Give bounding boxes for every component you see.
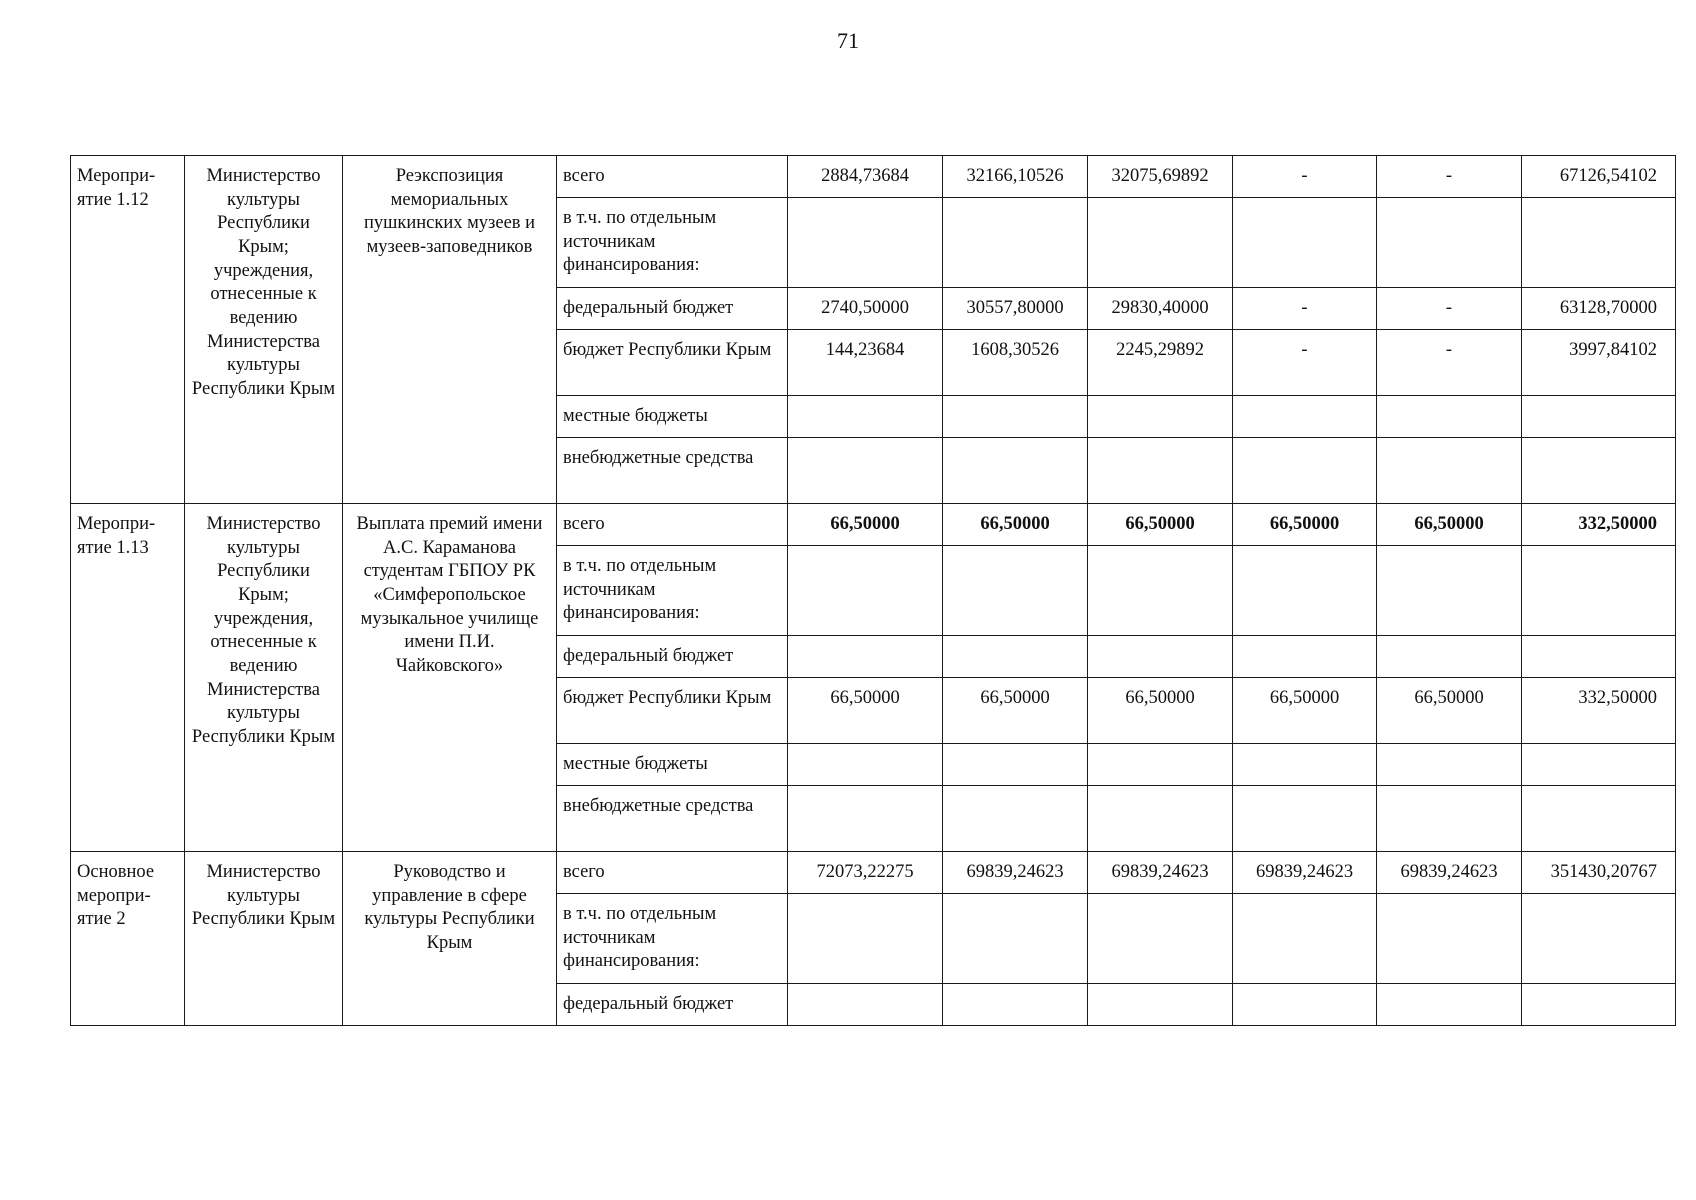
year-value-cell (943, 546, 1088, 636)
year-value-cell: 2245,29892 (1088, 330, 1233, 396)
year-value-cell (1088, 744, 1233, 786)
year-value-cell (788, 984, 943, 1026)
year-value-cell: 66,50000 (1233, 678, 1377, 744)
year-value-cell (1233, 636, 1377, 678)
total-cell (1522, 396, 1676, 438)
table-row (71, 156, 1676, 198)
year-value-cell (1088, 786, 1233, 852)
year-value-cell (1233, 984, 1377, 1026)
year-value-cell (1377, 786, 1522, 852)
year-value-cell (1233, 786, 1377, 852)
year-value-cell (1233, 894, 1377, 984)
table-body (71, 156, 1676, 1026)
year-value-cell (788, 786, 943, 852)
year-value-cell: 66,50000 (1088, 678, 1233, 744)
responsible-executor: Министерство культуры Республики Крым; учреждения, отнесенные к ведению Министерства культуры Республики Крым (185, 156, 343, 504)
year-value-cell: 69839,24623 (1088, 852, 1233, 894)
year-value-cell (943, 636, 1088, 678)
year-value-cell (943, 786, 1088, 852)
funding-source: внебюджетные средства (557, 438, 788, 504)
year-value-cell (1377, 198, 1522, 288)
year-value-cell (788, 894, 943, 984)
total-cell: 332,50000 (1522, 504, 1676, 546)
activity-name: Руководство и управление в сфере культуры Республики Крым (343, 852, 557, 1026)
year-value-cell (1088, 396, 1233, 438)
responsible-executor: Министерство культуры Республики Крым; учреждения, отнесенные к ведению Министерства культуры Республики Крым (185, 504, 343, 852)
total-cell (1522, 636, 1676, 678)
year-value-cell: 29830,40000 (1088, 288, 1233, 330)
year-value-cell (943, 198, 1088, 288)
year-value-cell (943, 438, 1088, 504)
year-value-cell: 66,50000 (943, 678, 1088, 744)
activity-name: Выплата премий имени А.С. Караманова студентам ГБПОУ РК «Симферопольское музыкальное училище имени П.И. Чайковского» (343, 504, 557, 852)
total-cell (1522, 984, 1676, 1026)
year-value-cell: - (1233, 156, 1377, 198)
year-value-cell (1377, 636, 1522, 678)
total-cell: 67126,54102 (1522, 156, 1676, 198)
funding-source: федеральный бюджет (557, 288, 788, 330)
activity-id: Меропри- ятие 1.13 (71, 504, 185, 852)
funding-source: бюджет Республики Крым (557, 330, 788, 396)
year-value-cell (1088, 198, 1233, 288)
year-value-cell: 66,50000 (1088, 504, 1233, 546)
year-value-cell (788, 636, 943, 678)
year-value-cell: 69839,24623 (1233, 852, 1377, 894)
total-cell (1522, 894, 1676, 984)
total-cell (1522, 198, 1676, 288)
year-value-cell (1377, 744, 1522, 786)
activity-id: Основное меропри- ятие 2 (71, 852, 185, 1026)
year-value-cell: - (1377, 156, 1522, 198)
year-value-cell (1377, 894, 1522, 984)
budget-table (70, 155, 1676, 1026)
funding-source: внебюджетные средства (557, 786, 788, 852)
year-value-cell (1088, 984, 1233, 1026)
year-value-cell: 66,50000 (1377, 504, 1522, 546)
activity-id: Меропри- ятие 1.12 (71, 156, 185, 504)
year-value-cell: 30557,80000 (943, 288, 1088, 330)
year-value-cell: 66,50000 (788, 504, 943, 546)
year-value-cell: 32166,10526 (943, 156, 1088, 198)
responsible-executor: Министерство культуры Республики Крым (185, 852, 343, 1026)
total-cell (1522, 438, 1676, 504)
year-value-cell: - (1233, 330, 1377, 396)
year-value-cell (788, 438, 943, 504)
year-value-cell (1088, 894, 1233, 984)
year-value-cell (788, 198, 943, 288)
total-cell: 3997,84102 (1522, 330, 1676, 396)
year-value-cell: 66,50000 (1377, 678, 1522, 744)
table-row (71, 504, 1676, 546)
year-value-cell (788, 546, 943, 636)
year-value-cell (1233, 198, 1377, 288)
total-cell (1522, 744, 1676, 786)
funding-source: федеральный бюджет (557, 984, 788, 1026)
funding-source: всего (557, 504, 788, 546)
year-value-cell: 1608,30526 (943, 330, 1088, 396)
year-value-cell (943, 744, 1088, 786)
year-value-cell (943, 894, 1088, 984)
year-value-cell: 32075,69892 (1088, 156, 1233, 198)
year-value-cell (1233, 438, 1377, 504)
year-value-cell (1377, 396, 1522, 438)
year-value-cell (1233, 744, 1377, 786)
year-value-cell: - (1377, 330, 1522, 396)
table-row (71, 852, 1676, 894)
funding-source: в т.ч. по отдельным источникам финансирования: (557, 546, 788, 636)
funding-source: федеральный бюджет (557, 636, 788, 678)
year-value-cell (788, 396, 943, 438)
total-cell (1522, 786, 1676, 852)
year-value-cell: 69839,24623 (1377, 852, 1522, 894)
year-value-cell: 66,50000 (1233, 504, 1377, 546)
total-cell: 63128,70000 (1522, 288, 1676, 330)
year-value-cell: - (1377, 288, 1522, 330)
year-value-cell (1088, 546, 1233, 636)
year-value-cell: 72073,22275 (788, 852, 943, 894)
funding-source: в т.ч. по отдельным источникам финансирования: (557, 198, 788, 288)
page-number: 71 (837, 28, 859, 53)
funding-source: местные бюджеты (557, 396, 788, 438)
year-value-cell (943, 396, 1088, 438)
funding-source: в т.ч. по отдельным источникам финансирования: (557, 894, 788, 984)
year-value-cell (1233, 396, 1377, 438)
year-value-cell (943, 984, 1088, 1026)
year-value-cell (1377, 984, 1522, 1026)
funding-source: всего (557, 852, 788, 894)
year-value-cell: 2884,73684 (788, 156, 943, 198)
year-value-cell (1233, 546, 1377, 636)
year-value-cell: 66,50000 (943, 504, 1088, 546)
funding-source: бюджет Республики Крым (557, 678, 788, 744)
year-value-cell (788, 744, 943, 786)
year-value-cell: 2740,50000 (788, 288, 943, 330)
year-value-cell: 66,50000 (788, 678, 943, 744)
year-value-cell: - (1233, 288, 1377, 330)
year-value-cell (1377, 438, 1522, 504)
total-cell: 332,50000 (1522, 678, 1676, 744)
total-cell: 351430,20767 (1522, 852, 1676, 894)
funding-source: всего (557, 156, 788, 198)
year-value-cell (1088, 438, 1233, 504)
total-cell (1522, 546, 1676, 636)
year-value-cell: 69839,24623 (943, 852, 1088, 894)
funding-source: местные бюджеты (557, 744, 788, 786)
year-value-cell: 144,23684 (788, 330, 943, 396)
year-value-cell (1377, 546, 1522, 636)
year-value-cell (1088, 636, 1233, 678)
activity-name: Реэкспозиция мемориальных пушкинских музеев и музеев-заповедников (343, 156, 557, 504)
